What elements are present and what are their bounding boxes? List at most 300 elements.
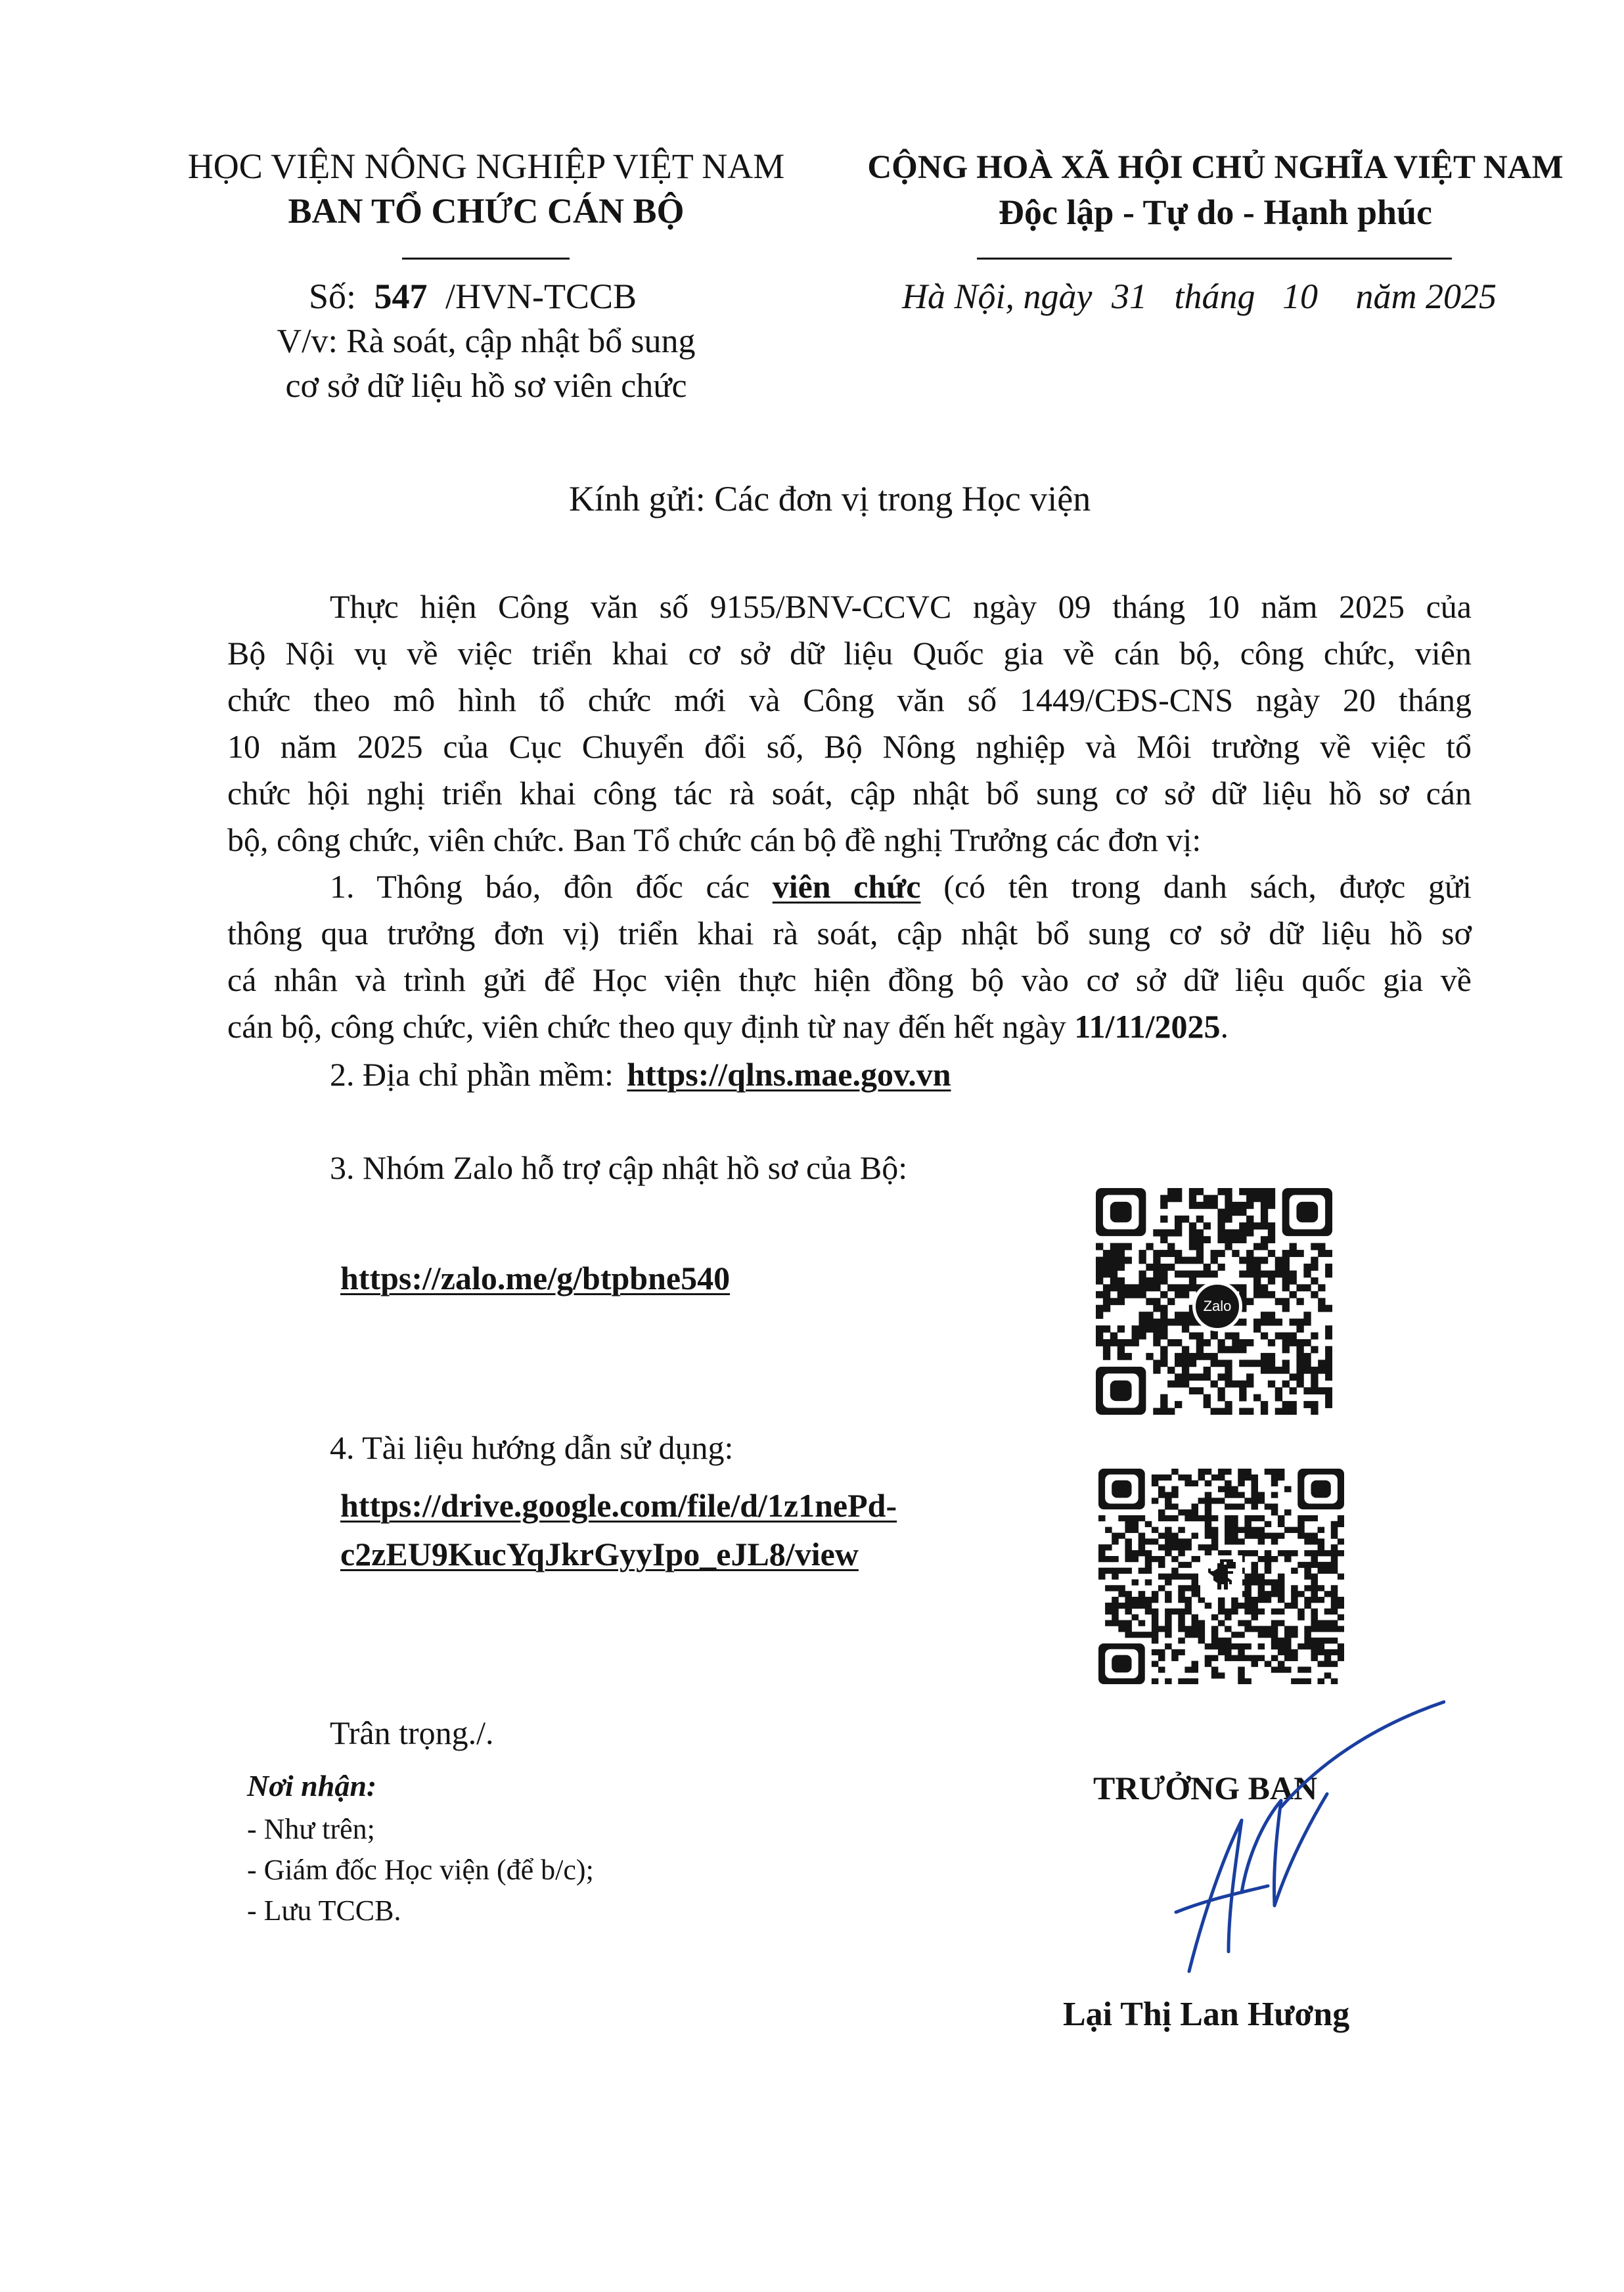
- qr-module: [1296, 1284, 1303, 1291]
- item-1-line: thông qua trưởng đơn vị) triển khai rà soát, cập nhật bổ sung cơ sở dữ liệu hồ sơ: [227, 915, 1472, 951]
- qr-module: [1311, 1333, 1318, 1340]
- qr-module: [1198, 1498, 1206, 1503]
- qr-module: [1189, 1270, 1196, 1277]
- qr-module: [1238, 1527, 1245, 1533]
- qr-module: [1253, 1394, 1261, 1402]
- qr-module: [1291, 1649, 1298, 1655]
- qr-module: [1112, 1556, 1119, 1562]
- qr-module: [1178, 1609, 1185, 1615]
- qr-module: [1278, 1620, 1285, 1626]
- qr-module: [1258, 1643, 1265, 1649]
- qr-module: [1160, 1236, 1167, 1243]
- qr-module: [1258, 1556, 1265, 1562]
- qr-module: [1251, 1475, 1258, 1480]
- qr-module: [1225, 1503, 1232, 1509]
- qr-module: [1217, 1250, 1225, 1257]
- qr-module: [1253, 1257, 1261, 1264]
- qr-module: [1238, 1649, 1245, 1655]
- recipient: Kính gửi: Các đơn vị trong Học viện: [569, 479, 1091, 518]
- qr-module: [1196, 1243, 1204, 1250]
- qr-module: [1275, 1367, 1282, 1374]
- qr-module: [1132, 1521, 1139, 1527]
- qr-module: [1311, 1556, 1318, 1562]
- qr-module: [1296, 1353, 1303, 1360]
- qr-module: [1239, 1284, 1246, 1291]
- qr-module: [1239, 1387, 1246, 1394]
- qr-module: [1103, 1284, 1110, 1291]
- qr-module: [1165, 1632, 1172, 1638]
- qr-module: [1296, 1367, 1303, 1374]
- qr-module: [1182, 1373, 1189, 1381]
- qr-module: [1324, 1672, 1332, 1678]
- qr-module: [1098, 1568, 1106, 1574]
- qr-module: [1189, 1195, 1196, 1202]
- qr-module: [1145, 1568, 1152, 1574]
- qr-module: [1275, 1394, 1282, 1402]
- zalo-logo: Zalo: [1192, 1281, 1242, 1331]
- qr-module: [1218, 1649, 1225, 1655]
- qr-module: [1278, 1574, 1285, 1580]
- qr-module: [1244, 1643, 1252, 1649]
- qr-module: [1165, 1615, 1172, 1620]
- qr-module: [1225, 1480, 1232, 1486]
- qr-module: [1139, 1515, 1146, 1521]
- qr-module: [1103, 1264, 1110, 1271]
- qr-module: [1246, 1188, 1253, 1195]
- qr-module: [1175, 1373, 1182, 1381]
- qr-module: [1198, 1626, 1206, 1632]
- qr-module: [1311, 1264, 1318, 1271]
- qr-module: [1284, 1649, 1292, 1655]
- qr-module: [1171, 1609, 1179, 1615]
- qr-module: [1303, 1353, 1311, 1360]
- qr-module: [1175, 1291, 1182, 1298]
- qr-module: [1182, 1367, 1189, 1374]
- qr-module: [1182, 1360, 1189, 1367]
- qr-module: [1096, 1277, 1103, 1285]
- qr-module: [1261, 1360, 1268, 1367]
- qr-module: [1238, 1603, 1245, 1609]
- qr-module: [1290, 1243, 1297, 1250]
- qr-module: [1153, 1408, 1160, 1415]
- qr-module: [1275, 1270, 1282, 1277]
- qr-module: [1145, 1521, 1152, 1527]
- qr-module: [1244, 1620, 1252, 1626]
- qr-module: [1261, 1243, 1268, 1250]
- qr-module: [1304, 1550, 1311, 1556]
- qr-module: [1311, 1591, 1318, 1597]
- qr-module: [1338, 1649, 1344, 1655]
- qr-module: [1251, 1527, 1258, 1533]
- qr-module: [1265, 1579, 1272, 1585]
- qr-module: [1225, 1615, 1232, 1620]
- qr-module: [1278, 1597, 1285, 1603]
- qr-module: [1182, 1319, 1189, 1326]
- qr-module: [1117, 1257, 1125, 1264]
- qr-module: [1132, 1615, 1139, 1620]
- qr-module: [1184, 1538, 1192, 1544]
- qr-module: [1251, 1615, 1258, 1620]
- qr-module: [1217, 1339, 1225, 1346]
- qr-module: [1225, 1381, 1232, 1388]
- qr-module: [1217, 1216, 1225, 1223]
- qr-module: [1290, 1333, 1297, 1340]
- qr-module: [1318, 1562, 1325, 1568]
- qr-module: [1338, 1597, 1344, 1603]
- qr-module: [1139, 1333, 1146, 1340]
- qr-module: [1271, 1492, 1278, 1498]
- qr-module: [1175, 1319, 1182, 1326]
- qr-module: [1318, 1284, 1325, 1291]
- qr-module: [1160, 1195, 1167, 1202]
- qr-module: [1211, 1615, 1219, 1620]
- qr-module: [1251, 1661, 1258, 1667]
- qr-module: [1196, 1250, 1204, 1257]
- qr-module: [1165, 1643, 1172, 1649]
- qr-module: [1271, 1503, 1278, 1509]
- qr-module: [1311, 1373, 1318, 1381]
- qr-module: [1098, 1550, 1106, 1556]
- qr-module: [1198, 1597, 1206, 1603]
- qr-module: [1311, 1291, 1318, 1298]
- qr-module: [1192, 1615, 1199, 1620]
- qr-module: [1165, 1475, 1172, 1480]
- qr-module: [1238, 1643, 1245, 1649]
- qr-module: [1253, 1270, 1261, 1277]
- qr-module: [1311, 1597, 1318, 1603]
- qr-module: [1132, 1339, 1139, 1346]
- qr-module: [1117, 1250, 1125, 1257]
- qr-module: [1246, 1339, 1253, 1346]
- qr-module: [1225, 1208, 1232, 1216]
- qr-module: [1171, 1556, 1179, 1562]
- qr-module: [1304, 1632, 1311, 1638]
- qr-module: [1265, 1568, 1272, 1574]
- qr-module: [1239, 1236, 1246, 1243]
- qr-module: [1238, 1475, 1245, 1480]
- qr-module: [1160, 1333, 1167, 1340]
- qr-module: [1153, 1284, 1160, 1291]
- qr-module: [1325, 1353, 1332, 1360]
- qr-module: [1225, 1538, 1232, 1544]
- qr-module: [1152, 1638, 1159, 1643]
- qr-module: [1198, 1632, 1206, 1638]
- qr-module: [1171, 1649, 1179, 1655]
- qr-module: [1167, 1229, 1175, 1237]
- qr-module: [1291, 1655, 1298, 1661]
- qr-module: [1244, 1498, 1252, 1503]
- national-motto: Độc lập - Tự do - Hạnh phúc: [998, 193, 1433, 232]
- qr-module: [1152, 1678, 1159, 1684]
- qr-module: [1231, 1655, 1238, 1661]
- qr-module: [1182, 1291, 1189, 1298]
- qr-module: [1103, 1257, 1110, 1264]
- qr-module: [1152, 1480, 1159, 1486]
- qr-module: [1282, 1284, 1290, 1291]
- qr-module: [1211, 1202, 1218, 1209]
- qr-module: [1271, 1538, 1278, 1544]
- qr-module: [1175, 1222, 1182, 1229]
- qr-module: [1117, 1346, 1125, 1353]
- qr-module: [1297, 1609, 1305, 1615]
- qr-module: [1239, 1346, 1246, 1353]
- qr-module: [1325, 1270, 1332, 1277]
- qr-module: [1331, 1591, 1338, 1597]
- qr-module: [1265, 1533, 1272, 1539]
- qr-module: [1311, 1655, 1318, 1661]
- qr-module: [1278, 1469, 1285, 1475]
- software-link[interactable]: https://qlns.mae.gov.vn: [627, 1056, 951, 1093]
- qr-module: [1258, 1632, 1265, 1638]
- qr-module: [1184, 1509, 1192, 1515]
- qr-module: [1192, 1626, 1199, 1632]
- signer-name: Lại Thị Lan Hương: [1063, 1996, 1350, 2033]
- qr-module: [1225, 1638, 1232, 1643]
- intro-line: chức theo mô hình tổ chức mới và Công văn số 1449/CĐS-CNS ngày 20 tháng: [227, 681, 1472, 718]
- qr-module: [1132, 1579, 1139, 1585]
- qr-module: [1204, 1339, 1211, 1346]
- qr-module: [1192, 1515, 1199, 1521]
- qr-module: [1238, 1655, 1245, 1661]
- qr-module: [1112, 1538, 1119, 1544]
- qr-module: [1304, 1643, 1311, 1649]
- qr-module: [1175, 1229, 1182, 1237]
- qr-module: [1268, 1360, 1275, 1367]
- qr-module: [1311, 1620, 1318, 1626]
- qr-module: [1244, 1521, 1252, 1527]
- qr-module: [1282, 1298, 1290, 1305]
- qr-module: [1171, 1503, 1179, 1509]
- qr-module: [1211, 1538, 1219, 1544]
- qr-module: [1271, 1626, 1278, 1632]
- qr-module: [1105, 1568, 1112, 1574]
- qr-module: [1189, 1373, 1196, 1381]
- qr-module: [1282, 1333, 1290, 1340]
- qr-module: [1145, 1550, 1152, 1556]
- qr-module: [1196, 1339, 1204, 1346]
- qr-module: [1238, 1666, 1245, 1672]
- qr-module: [1182, 1284, 1189, 1291]
- qr-module: [1291, 1591, 1298, 1597]
- signature-title: TRƯỞNG BAN: [1093, 1770, 1318, 1806]
- qr-module: [1175, 1270, 1182, 1277]
- zalo-link[interactable]: https://zalo.me/g/btpbne540: [340, 1260, 731, 1296]
- qr-module: [1225, 1609, 1232, 1615]
- qr-module: [1204, 1222, 1211, 1229]
- qr-module: [1304, 1568, 1311, 1574]
- qr-module: [1096, 1264, 1103, 1271]
- motto-underline: [977, 258, 1452, 260]
- qr-module: [1244, 1533, 1252, 1539]
- qr-module: [1217, 1408, 1225, 1415]
- qr-module: [1112, 1603, 1119, 1609]
- qr-module: [1261, 1401, 1268, 1408]
- qr-module: [1325, 1346, 1332, 1353]
- qr-module: [1261, 1202, 1268, 1209]
- qr-module: [1251, 1486, 1258, 1492]
- qr-module: [1231, 1632, 1238, 1638]
- qr-module: [1218, 1643, 1225, 1649]
- qr-module: [1189, 1353, 1196, 1360]
- qr-module: [1160, 1401, 1167, 1408]
- qr-module: [1284, 1527, 1292, 1533]
- qr-module: [1178, 1509, 1185, 1515]
- qr-module: [1331, 1626, 1338, 1632]
- qr-module: [1251, 1515, 1258, 1521]
- qr-module: [1225, 1626, 1232, 1632]
- qr-module: [1152, 1597, 1159, 1603]
- qr-module: [1291, 1585, 1298, 1591]
- qr-module: [1318, 1243, 1325, 1250]
- qr-module: [1297, 1533, 1305, 1539]
- qr-module: [1246, 1222, 1253, 1229]
- qr-module: [1271, 1579, 1278, 1585]
- qr-module: [1331, 1533, 1338, 1539]
- qr-module: [1261, 1208, 1268, 1216]
- qr-module: [1217, 1188, 1225, 1195]
- qr-module: [1178, 1475, 1185, 1480]
- qr-module: [1268, 1270, 1275, 1277]
- qr-module: [1167, 1284, 1175, 1291]
- qr-module: [1291, 1597, 1298, 1603]
- qr-module: [1096, 1305, 1103, 1312]
- qr-module: [1278, 1591, 1285, 1597]
- guide-link-line-2[interactable]: c2zEU9KucYqJkrGyyIpo_eJL8/view: [340, 1536, 859, 1572]
- qr-module: [1189, 1229, 1196, 1237]
- qr-module: [1253, 1188, 1261, 1195]
- qr-module: [1325, 1360, 1332, 1367]
- qr-module: [1258, 1527, 1265, 1533]
- qr-module: [1261, 1408, 1268, 1415]
- qr-module: [1160, 1250, 1167, 1257]
- qr-module: [1251, 1503, 1258, 1509]
- qr-module: [1265, 1661, 1272, 1667]
- org-parent: HỌC VIỆN NÔNG NGHIỆP VIỆT NAM: [187, 147, 785, 186]
- qr-module: [1165, 1527, 1172, 1533]
- qr-module: [1182, 1381, 1189, 1388]
- qr-module: [1139, 1591, 1146, 1597]
- qr-module: [1258, 1626, 1265, 1632]
- qr-module: [1258, 1538, 1265, 1544]
- qr-module: [1311, 1643, 1318, 1649]
- qr-module: [1253, 1243, 1261, 1250]
- qr-module: [1098, 1515, 1106, 1521]
- qr-module: [1132, 1515, 1139, 1521]
- qr-module: [1139, 1550, 1146, 1556]
- qr-module: [1139, 1291, 1146, 1298]
- qr-module: [1218, 1672, 1225, 1678]
- qr-module: [1103, 1270, 1110, 1277]
- qr-module: [1118, 1515, 1125, 1521]
- qr-module: [1184, 1562, 1192, 1568]
- qr-module: [1311, 1408, 1318, 1415]
- date-year: năm 2025: [1355, 277, 1497, 316]
- guide-link-line-1[interactable]: https://drive.google.com/file/d/1z1nePd-: [340, 1487, 897, 1524]
- qr-module: [1284, 1638, 1292, 1643]
- qr-module: [1258, 1591, 1265, 1597]
- qr-module: [1290, 1387, 1297, 1394]
- qr-module: [1232, 1346, 1239, 1353]
- qr-module: [1225, 1243, 1232, 1250]
- qr-module: [1251, 1562, 1258, 1568]
- qr-module: [1205, 1661, 1212, 1667]
- qr-module: [1244, 1550, 1252, 1556]
- qr-module: [1271, 1620, 1278, 1626]
- qr-module: [1189, 1222, 1196, 1229]
- qr-module: [1268, 1222, 1275, 1229]
- qr-module: [1178, 1562, 1185, 1568]
- qr-module: [1152, 1475, 1159, 1480]
- qr-module: [1160, 1202, 1167, 1209]
- qr-module: [1268, 1291, 1275, 1298]
- qr-module: [1253, 1264, 1261, 1271]
- qr-module: [1110, 1264, 1117, 1271]
- qr-module: [1304, 1626, 1311, 1632]
- qr-module: [1196, 1270, 1204, 1277]
- qr-module: [1125, 1527, 1132, 1533]
- qr-module: [1258, 1498, 1265, 1503]
- qr-module: [1284, 1556, 1292, 1562]
- item-1-pre: 1. Thông báo, đôn đốc các: [330, 868, 750, 905]
- qr-module: [1331, 1649, 1338, 1655]
- qr-module: [1211, 1638, 1219, 1643]
- qr-module: [1331, 1556, 1338, 1562]
- qr-module: [1117, 1284, 1125, 1291]
- doc-number: 547: [374, 277, 428, 316]
- qr-module: [1165, 1498, 1172, 1503]
- qr-module: [1204, 1202, 1211, 1209]
- doc-number-suffix: /HVN-TCCB: [445, 277, 637, 316]
- qr-module: [1278, 1649, 1285, 1655]
- qr-module: [1125, 1620, 1132, 1626]
- qr-module: [1175, 1381, 1182, 1388]
- qr-module: [1311, 1626, 1318, 1632]
- qr-module: [1196, 1257, 1204, 1264]
- qr-module: [1146, 1353, 1153, 1360]
- date-line: [902, 276, 1497, 317]
- qr-module: [1239, 1222, 1246, 1229]
- qr-module: [1282, 1367, 1290, 1374]
- dino-icon: [1200, 1555, 1242, 1597]
- qr-module: [1232, 1250, 1239, 1257]
- qr-module: [1196, 1346, 1204, 1353]
- qr-module: [1153, 1250, 1160, 1257]
- date-day: 31: [1112, 277, 1147, 316]
- qr-module: [1112, 1568, 1119, 1574]
- qr-module: [1258, 1533, 1265, 1539]
- qr-module: [1291, 1603, 1298, 1609]
- qr-module: [1311, 1550, 1318, 1556]
- qr-module: [1331, 1638, 1338, 1643]
- qr-module: [1271, 1643, 1278, 1649]
- qr-module: [1217, 1222, 1225, 1229]
- qr-module: [1278, 1579, 1285, 1585]
- qr-module: [1253, 1291, 1261, 1298]
- qr-module: [1297, 1678, 1305, 1684]
- qr-module: [1278, 1515, 1285, 1521]
- qr-module: [1184, 1597, 1192, 1603]
- qr-module: [1246, 1257, 1253, 1264]
- qr-module: [1244, 1574, 1252, 1580]
- qr-module: [1196, 1229, 1204, 1237]
- qr-module: [1304, 1515, 1311, 1521]
- qr-module: [1178, 1649, 1185, 1655]
- qr-module: [1338, 1538, 1344, 1544]
- qr-module: [1153, 1229, 1160, 1237]
- qr-module: [1231, 1603, 1238, 1609]
- qr-module: [1167, 1188, 1175, 1195]
- intro-line: bộ, công chức, viên chức. Ban Tổ chức cán bộ đề nghị Trưởng các đơn vị:: [227, 821, 1202, 858]
